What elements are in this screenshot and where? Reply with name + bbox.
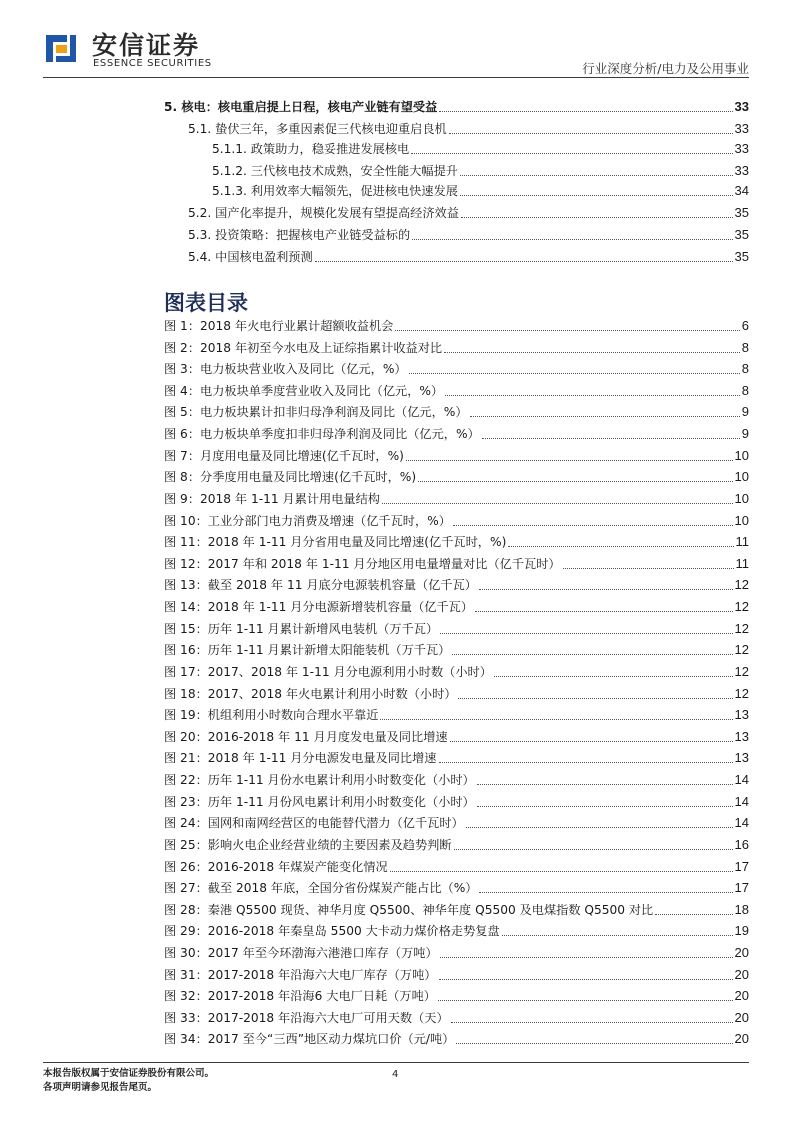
figure-entry[interactable] (164, 880, 749, 896)
company-logo-icon (43, 29, 79, 69)
figure-entry-label: 图 14：2018 年 1-11 月分电源新增装机容量（亿千瓦） (164, 600, 474, 614)
toc-entry-label: 5.1.2. 三代核电技术成熟，安全性能大幅提升 (212, 164, 458, 178)
figure-entry-label: 图 29：2016-2018 年秦皇岛 5500 大卡动力煤价格走势复盘 (164, 924, 500, 938)
dot-leader (418, 480, 732, 482)
page-header (0, 0, 793, 80)
dot-leader (477, 783, 733, 785)
figure-entry-label: 图 5：电力板块累计扣非归母净利润及同比（亿元，%） (164, 405, 468, 419)
dot-leader (445, 394, 740, 396)
figure-entry-page: 12 (734, 621, 749, 636)
figure-entry-page: 13 (734, 707, 749, 722)
figure-entry-label: 图 10：工业分部门电力消费及增速（亿千瓦时，%） (164, 514, 451, 528)
figure-entry[interactable] (164, 707, 749, 723)
figure-entry-page: 10 (734, 491, 749, 506)
figure-entry-label: 图 18：2017、2018 年火电累计利用小时数（小时） (164, 687, 457, 701)
figure-entry[interactable] (164, 621, 749, 637)
figure-entry[interactable] (164, 404, 749, 420)
figure-entry[interactable] (164, 513, 749, 529)
dot-leader (380, 718, 732, 720)
toc-entry-label: 5.3. 投资策略：把握核电产业链受益标的 (188, 228, 411, 242)
dot-leader (390, 870, 733, 872)
dot-leader (439, 110, 732, 112)
logo-chinese-name: 安信证券 (92, 31, 201, 60)
toc-entry-page: 33 (734, 163, 749, 178)
figure-entry-label: 图 6：电力板块单季度扣非归母净利润及同比（亿元，%） (164, 427, 480, 441)
figure-entry-label: 图 16：历年 1-11 月累计新增太阳能装机（万千瓦） (164, 643, 451, 657)
dot-leader (482, 437, 740, 439)
figure-entry[interactable] (164, 686, 749, 702)
footer-disclaimer (43, 1067, 214, 1095)
dot-leader (439, 978, 733, 980)
toc-entry[interactable] (188, 227, 749, 243)
dot-leader (479, 891, 732, 893)
figure-entry-label: 图 32：2017-2018 年沿海6 大电厂日耗（万吨） (164, 989, 436, 1003)
figure-entry-label: 图 13：截至 2018 年 11 月底分电源装机容量（亿千瓦） (164, 578, 477, 592)
figure-entry[interactable] (164, 642, 749, 658)
figure-entry[interactable] (164, 577, 749, 593)
figure-entry-page: 13 (734, 729, 749, 744)
dot-leader (444, 351, 740, 353)
figure-entry-page: 8 (741, 340, 749, 355)
dot-leader (315, 260, 733, 262)
dot-leader (479, 588, 733, 590)
dot-leader (440, 632, 732, 634)
figure-entry[interactable] (164, 815, 749, 831)
figure-entry-page: 12 (734, 599, 749, 614)
figure-entry[interactable] (164, 923, 749, 939)
figure-entry-label: 图 12：2017 年和 2018 年 1-11 月分地区用电量增量对比（亿千瓦时） (164, 557, 561, 571)
figure-entry[interactable] (164, 534, 749, 550)
figure-entry-page: 8 (741, 361, 749, 376)
figure-entry-page: 9 (741, 426, 749, 441)
report-type: 行业深度分析/电力及公用事业 (582, 61, 749, 76)
toc-entry-page: 33 (734, 141, 749, 156)
dot-leader (412, 238, 732, 240)
figure-entry-page: 16 (734, 837, 749, 852)
footer-notice: 各项声明请参见报告尾页。 (43, 1082, 158, 1093)
figure-entry-page: 18 (734, 902, 749, 917)
figure-entry[interactable] (164, 383, 749, 399)
toc-entry[interactable] (188, 249, 749, 265)
figure-entry-page: 20 (734, 967, 749, 982)
figure-entry[interactable] (164, 772, 749, 788)
figure-entry-label: 图 31：2017-2018 年沿海六大电厂库存（万吨） (164, 968, 437, 982)
figure-entry-page: 20 (734, 1010, 749, 1025)
figure-entry-label: 图 17：2017、2018 年 1-11 月分电源利用小时数（小时） (164, 665, 492, 679)
figure-entry[interactable] (164, 469, 749, 485)
toc-entry-page: 34 (734, 183, 749, 198)
figure-entry-page: 17 (734, 880, 749, 895)
figure-entry[interactable] (164, 1010, 749, 1026)
figure-entry-page: 6 (741, 318, 749, 333)
figure-entry-label: 图 7：月度用电量及同比增速(亿千瓦时，%) (164, 449, 404, 463)
dot-leader (470, 415, 740, 417)
dot-leader (655, 913, 732, 915)
figure-entry[interactable] (164, 729, 749, 745)
figure-entry-label: 图 22：历年 1-11 月份水电累计利用小时数变化（小时） (164, 773, 475, 787)
figure-entry-label: 图 20：2016-2018 年 11 月月度发电量及同比增速 (164, 730, 448, 744)
figure-entry-page: 12 (734, 686, 749, 701)
figure-entry-page: 14 (734, 794, 749, 809)
figure-entry-label: 图 28：秦港 Q5500 现货、神华月度 Q5500、神华年度 Q5500 及电煤指数 Q5500 对比 (164, 903, 654, 917)
figure-entry[interactable] (164, 318, 749, 334)
dot-leader (461, 216, 733, 218)
figure-entry[interactable] (164, 988, 749, 1004)
toc-entry-label: 5. 核电：核电重启提上日程，核电产业链有望受益 (164, 100, 438, 114)
footer-copyright: 本报告版权属于安信证券股份有限公司。 (43, 1068, 215, 1079)
figure-entry-label: 图 33：2017-2018 年沿海六大电厂可用天数（天） (164, 1011, 449, 1025)
dot-leader (411, 152, 732, 154)
toc-entry-page: 35 (734, 227, 749, 242)
figure-entry-page: 19 (734, 923, 749, 938)
figure-entry-page: 8 (741, 383, 749, 398)
toc-entry-page: 33 (734, 121, 749, 136)
toc-entry[interactable] (188, 205, 749, 221)
dot-leader (440, 956, 733, 958)
dot-leader (439, 761, 733, 763)
footer-divider (43, 1062, 749, 1063)
dot-leader (466, 826, 733, 828)
figure-entry-page: 20 (734, 945, 749, 960)
figure-entry-label: 图 34：2017 至今“三西”地区动力煤坑口价（元/吨） (164, 1032, 455, 1046)
figure-entry-page: 20 (734, 1031, 749, 1046)
toc-entry[interactable] (212, 163, 749, 179)
figure-entry-page: 17 (734, 859, 749, 874)
dot-leader (449, 132, 733, 134)
figure-entry-label: 图 19：机组利用小时数向合理水平靠近 (164, 708, 379, 722)
dot-leader (502, 934, 733, 936)
figure-entry-page: 11 (735, 534, 749, 549)
toc-entry-label: 5.4. 中国核电盈利预测 (188, 250, 313, 264)
figure-entry[interactable] (164, 859, 749, 875)
dot-leader (563, 567, 734, 569)
figure-entry-label: 图 23：历年 1-11 月份风电累计利用小时数变化（小时） (164, 795, 475, 809)
toc-entry[interactable] (212, 141, 749, 157)
dot-leader (454, 848, 733, 850)
figure-entry-page: 10 (734, 448, 749, 463)
header-divider (43, 77, 749, 78)
figure-entry[interactable] (164, 599, 749, 615)
figure-entry-page: 12 (734, 642, 749, 657)
toc-entry[interactable] (212, 183, 749, 199)
dot-leader (382, 502, 733, 504)
figure-entry-page: 9 (741, 404, 749, 419)
figure-entry-page: 13 (734, 750, 749, 765)
dot-leader (452, 653, 732, 655)
figure-entry-label: 图 25：影响火电企业经营业绩的主要因素及趋势判断 (164, 838, 452, 852)
toc-entry-label: 5.2. 国产化率提升，规模化发展有望提高经济效益 (188, 206, 459, 220)
dot-leader (456, 1042, 732, 1044)
figure-entry-label: 图 26：2016-2018 年煤炭产能变化情况 (164, 860, 388, 874)
figure-entry[interactable] (164, 556, 749, 572)
dot-leader (460, 174, 733, 176)
toc-entry[interactable] (164, 99, 749, 115)
figure-entry-label: 图 24：国网和南网经营区的电能替代潜力（亿千瓦时） (164, 816, 464, 830)
figure-entry[interactable] (164, 837, 749, 853)
figure-entry-label: 图 15：历年 1-11 月累计新增风电装机（万千瓦） (164, 622, 439, 636)
figure-entry-page: 10 (734, 469, 749, 484)
figure-entry[interactable] (164, 902, 749, 918)
figure-entry-page: 20 (734, 988, 749, 1003)
figure-entry-page: 10 (734, 513, 749, 528)
dot-leader (475, 610, 732, 612)
figure-entry-page: 11 (735, 556, 749, 571)
toc-entry[interactable] (188, 121, 749, 137)
figure-entry[interactable] (164, 967, 749, 983)
dot-leader (508, 545, 733, 547)
logo-english-name: ESSENCE SECURITIES (93, 58, 212, 69)
figure-entry-label: 图 11：2018 年 1-11 月分省用电量及同比增速(亿千瓦时，%) (164, 535, 507, 549)
toc-entry-label: 5.1. 蛰伏三年，多重因素促三代核电迎重启良机 (188, 122, 447, 136)
dot-leader (409, 372, 740, 374)
dot-leader (460, 194, 733, 196)
figure-entry[interactable] (164, 945, 749, 961)
figure-entry-label: 图 2：2018 年初至今水电及上证综指累计收益对比 (164, 341, 443, 355)
figure-entry[interactable] (164, 794, 749, 810)
dot-leader (395, 329, 739, 331)
toc-entry-page: 35 (734, 205, 749, 220)
dot-leader (406, 459, 733, 461)
toc-entry-label: 5.1.1. 政策助力，稳妥推进发展核电 (212, 142, 410, 156)
figure-entry-label: 图 9：2018 年 1-11 月累计用电量结构 (164, 492, 380, 506)
figure-entry-label: 图 21：2018 年 1-11 月分电源发电量及同比增速 (164, 751, 437, 765)
dot-leader (450, 740, 733, 742)
dot-leader (451, 1021, 733, 1023)
dot-leader (477, 805, 733, 807)
figure-entry-page: 12 (734, 664, 749, 679)
figure-entry-label: 图 30：2017 年至今环渤海六港港口库存（万吨） (164, 946, 438, 960)
page-number: 4 (392, 1069, 399, 1080)
figure-entry-label: 图 27：截至 2018 年底，全国分省份煤炭产能占比（%） (164, 881, 478, 895)
figure-entry-label: 图 4：电力板块单季度营业收入及同比（亿元，%） (164, 384, 444, 398)
figure-entry[interactable] (164, 426, 749, 442)
dot-leader (458, 697, 732, 699)
toc-entry-page: 33 (734, 99, 749, 114)
toc-entry-page: 35 (734, 249, 749, 264)
figure-entry-label: 图 1：2018 年火电行业累计超额收益机会 (164, 319, 394, 333)
figure-entry-page: 12 (734, 577, 749, 592)
dot-leader (494, 675, 733, 677)
figure-entry-page: 14 (734, 815, 749, 830)
figures-list-title: 图表目录 (164, 291, 248, 315)
figure-entry[interactable] (164, 361, 749, 377)
figure-entry[interactable] (164, 448, 749, 464)
figure-entry-label: 图 3：电力板块营业收入及同比（亿元，%） (164, 362, 407, 376)
figure-entry[interactable] (164, 664, 749, 680)
figure-entry-label: 图 8：分季度用电量及同比增速(亿千瓦时，%) (164, 470, 417, 484)
figure-entry[interactable] (164, 1031, 749, 1047)
toc-entry-label: 5.1.3. 利用效率大幅领先，促进核电快速发展 (212, 184, 458, 198)
figure-entry[interactable] (164, 750, 749, 766)
dot-leader (453, 524, 733, 526)
figure-entry[interactable] (164, 340, 749, 356)
figure-entry-page: 14 (734, 772, 749, 787)
dot-leader (438, 999, 733, 1001)
figure-entry[interactable] (164, 491, 749, 507)
